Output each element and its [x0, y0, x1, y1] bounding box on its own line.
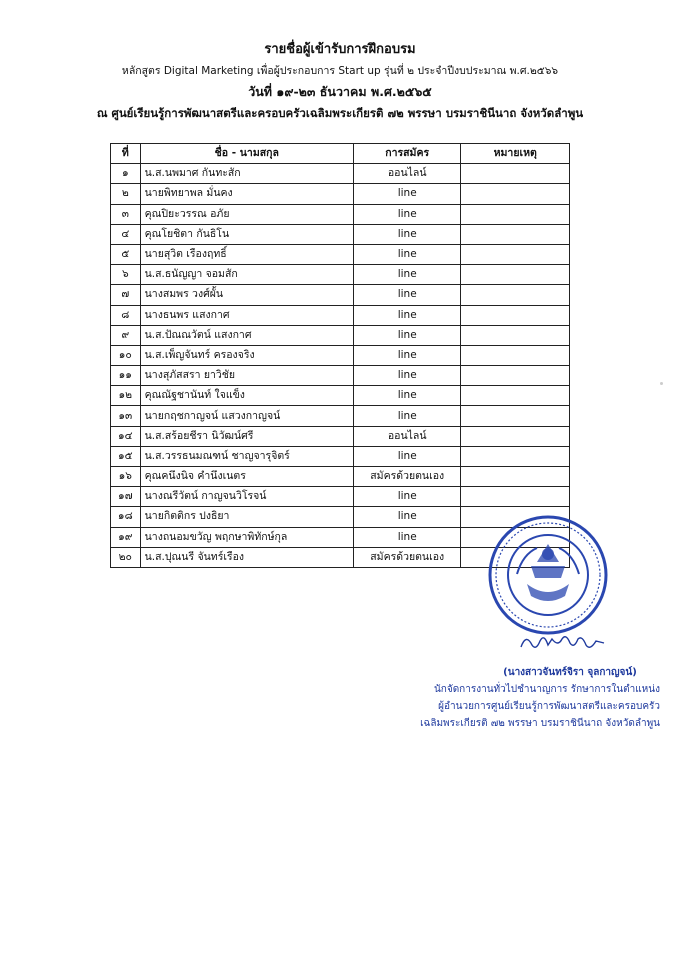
registration-method: line — [353, 204, 460, 224]
table-body — [111, 164, 570, 568]
row-number: ๒๐ — [111, 547, 141, 567]
registration-method: line — [353, 325, 460, 345]
row-number: ๑๔ — [111, 426, 141, 446]
participant-name: น.ส.ปัณณวัตน์ แสงกาศ — [140, 325, 353, 345]
row-number: ๑๗ — [111, 487, 141, 507]
col-header-name: ชื่อ - นามสกุล — [140, 144, 353, 164]
table-row — [111, 164, 570, 184]
remarks-cell — [461, 406, 570, 426]
remarks-cell — [461, 184, 570, 204]
remarks-cell — [461, 285, 570, 305]
participant-name: นายกฤชกาญจน์ แสวงกาญจน์ — [140, 406, 353, 426]
signatory-position-line2: ผู้อำนวยการศูนย์เรียนรู้การพัฒนาสตรีและครอบครัว — [438, 701, 660, 712]
table-row — [111, 265, 570, 285]
row-number: ๔ — [111, 224, 141, 244]
participant-name: คุณโยชิตา กันธิโน — [140, 224, 353, 244]
col-header-registration: การสมัคร — [353, 144, 460, 164]
registration-method: line — [353, 305, 460, 325]
remarks-cell — [461, 224, 570, 244]
table-row — [111, 386, 570, 406]
participant-name: นายพิทยาพล มั่นคง — [140, 184, 353, 204]
official-seal-icon — [487, 514, 609, 636]
table-row — [111, 184, 570, 204]
table-row — [111, 406, 570, 426]
course-line: หลักสูตร Digital Marketing เพื่อผู้ประกอบการ Start up รุ่นที่ ๒ ประจำปีงบประมาณ พ.ศ.๒๕๖๖ — [121, 65, 559, 77]
participant-name: นางถนอมขวัญ พฤกษาพิทักษ์กุล — [140, 527, 353, 547]
participant-table — [110, 143, 570, 568]
remarks-cell — [461, 265, 570, 285]
participant-name: นางธนพร แสงกาศ — [140, 305, 353, 325]
col-header-no: ที่ — [111, 144, 141, 164]
row-number: ๑๙ — [111, 527, 141, 547]
table-row — [111, 345, 570, 365]
remarks-cell — [461, 426, 570, 446]
participant-name: คุณปิยะวรรณ อภัย — [140, 204, 353, 224]
row-number: ๑๕ — [111, 446, 141, 466]
registration-method: line — [353, 406, 460, 426]
signatory-position-line1: นักจัดการงานทั่วไปชำนาญการ รักษาการในตำแหน่ง — [433, 684, 660, 695]
table-row — [111, 204, 570, 224]
participant-name: น.ส.วรรธนมณฑน์ ชาญจารุจิตร์ — [140, 446, 353, 466]
col-header-remarks: หมายเหตุ — [461, 144, 570, 164]
table-row — [111, 426, 570, 446]
participant-name: คุณณัฐชานันท์ ใจแข็ง — [140, 386, 353, 406]
participant-name: น.ส.ปุณนรี จันทร์เรือง — [140, 547, 353, 567]
signature-block — [380, 664, 660, 732]
remarks-cell — [461, 487, 570, 507]
signatory-position-line3: เฉลิมพระเกียรติ ๗๒ พรรษา บรมราชินีนาถ จังหวัดลำพูน — [420, 718, 660, 729]
table-row — [111, 487, 570, 507]
participant-name: นางสุภัสสรา ยาวิชัย — [140, 366, 353, 386]
row-number: ๑๐ — [111, 345, 141, 365]
registration-method: line — [353, 345, 460, 365]
registration-method: line — [353, 285, 460, 305]
participant-name: นางสมพร วงศ์ผั้น — [140, 285, 353, 305]
table-row — [111, 244, 570, 264]
table-row — [111, 366, 570, 386]
remarks-cell — [461, 446, 570, 466]
row-number: ๕ — [111, 244, 141, 264]
participant-name: น.ส.นพมาศ กันทะสัก — [140, 164, 353, 184]
registration-method: line — [353, 527, 460, 547]
date-line: วันที่ ๑๙-๒๓ ธันวาคม พ.ศ.๒๕๖๕ — [248, 84, 432, 99]
registration-method: ออนไลน์ — [353, 164, 460, 184]
row-number: ๑๓ — [111, 406, 141, 426]
handwritten-signature-icon — [518, 627, 608, 655]
table-row — [111, 467, 570, 487]
participant-name: นางณรีวัตน์ กาญจนวิโรจน์ — [140, 487, 353, 507]
row-number: ๙ — [111, 325, 141, 345]
registration-method: line — [353, 507, 460, 527]
registration-method: line — [353, 487, 460, 507]
row-number: ๖ — [111, 265, 141, 285]
table-row — [111, 285, 570, 305]
signatory-name: (นางสาวจันทร์จิรา จุลกาญจน์) — [503, 667, 637, 678]
table-row — [111, 305, 570, 325]
participant-name: นายสุวิต เรืองฤทธิ์ — [140, 244, 353, 264]
registration-method: line — [353, 446, 460, 466]
remarks-cell — [461, 467, 570, 487]
venue-line: ณ ศูนย์เรียนรู้การพัฒนาสตรีและครอบครัวเฉลิมพระเกียรติ ๗๒ พรรษา บรมราชินีนาถ จังหวัดลำพูน — [96, 106, 584, 120]
table-header-row — [111, 144, 570, 164]
registration-method: line — [353, 224, 460, 244]
participant-name: น.ส.สร้อยชีรา นิวัฒน์ศรี — [140, 426, 353, 446]
registration-method: ออนไลน์ — [353, 426, 460, 446]
row-number: ๑ — [111, 164, 141, 184]
document-header — [0, 40, 680, 124]
row-number: ๑๖ — [111, 467, 141, 487]
remarks-cell — [461, 345, 570, 365]
document-title: รายชื่อผู้เข้ารับการฝึกอบรม — [264, 42, 416, 57]
row-number: ๑๑ — [111, 366, 141, 386]
remarks-cell — [461, 244, 570, 264]
registration-method: line — [353, 386, 460, 406]
remarks-cell — [461, 204, 570, 224]
registration-method: line — [353, 244, 460, 264]
remarks-cell — [461, 386, 570, 406]
remarks-cell — [461, 305, 570, 325]
registration-method: line — [353, 366, 460, 386]
participant-name: น.ส.ธนัญญา จอมสัก — [140, 265, 353, 285]
row-number: ๑๒ — [111, 386, 141, 406]
registration-method: line — [353, 184, 460, 204]
registration-method: สมัครด้วยตนเอง — [353, 547, 460, 567]
row-number: ๒ — [111, 184, 141, 204]
registration-method: line — [353, 265, 460, 285]
row-number: ๗ — [111, 285, 141, 305]
participant-name: นายกิตติกร ปงธิยา — [140, 507, 353, 527]
participant-name: น.ส.เพ็ญจันทร์ ครองจริง — [140, 345, 353, 365]
table-row — [111, 325, 570, 345]
remarks-cell — [461, 366, 570, 386]
remarks-cell — [461, 164, 570, 184]
row-number: ๘ — [111, 305, 141, 325]
table-row — [111, 446, 570, 466]
row-number: ๑๘ — [111, 507, 141, 527]
row-number: ๓ — [111, 204, 141, 224]
table-row — [111, 224, 570, 244]
remarks-cell — [461, 325, 570, 345]
participant-name: คุณคนึงนิจ คำนึงเนตร — [140, 467, 353, 487]
scan-speck — [660, 382, 663, 385]
registration-method: สมัครด้วยตนเอง — [353, 467, 460, 487]
